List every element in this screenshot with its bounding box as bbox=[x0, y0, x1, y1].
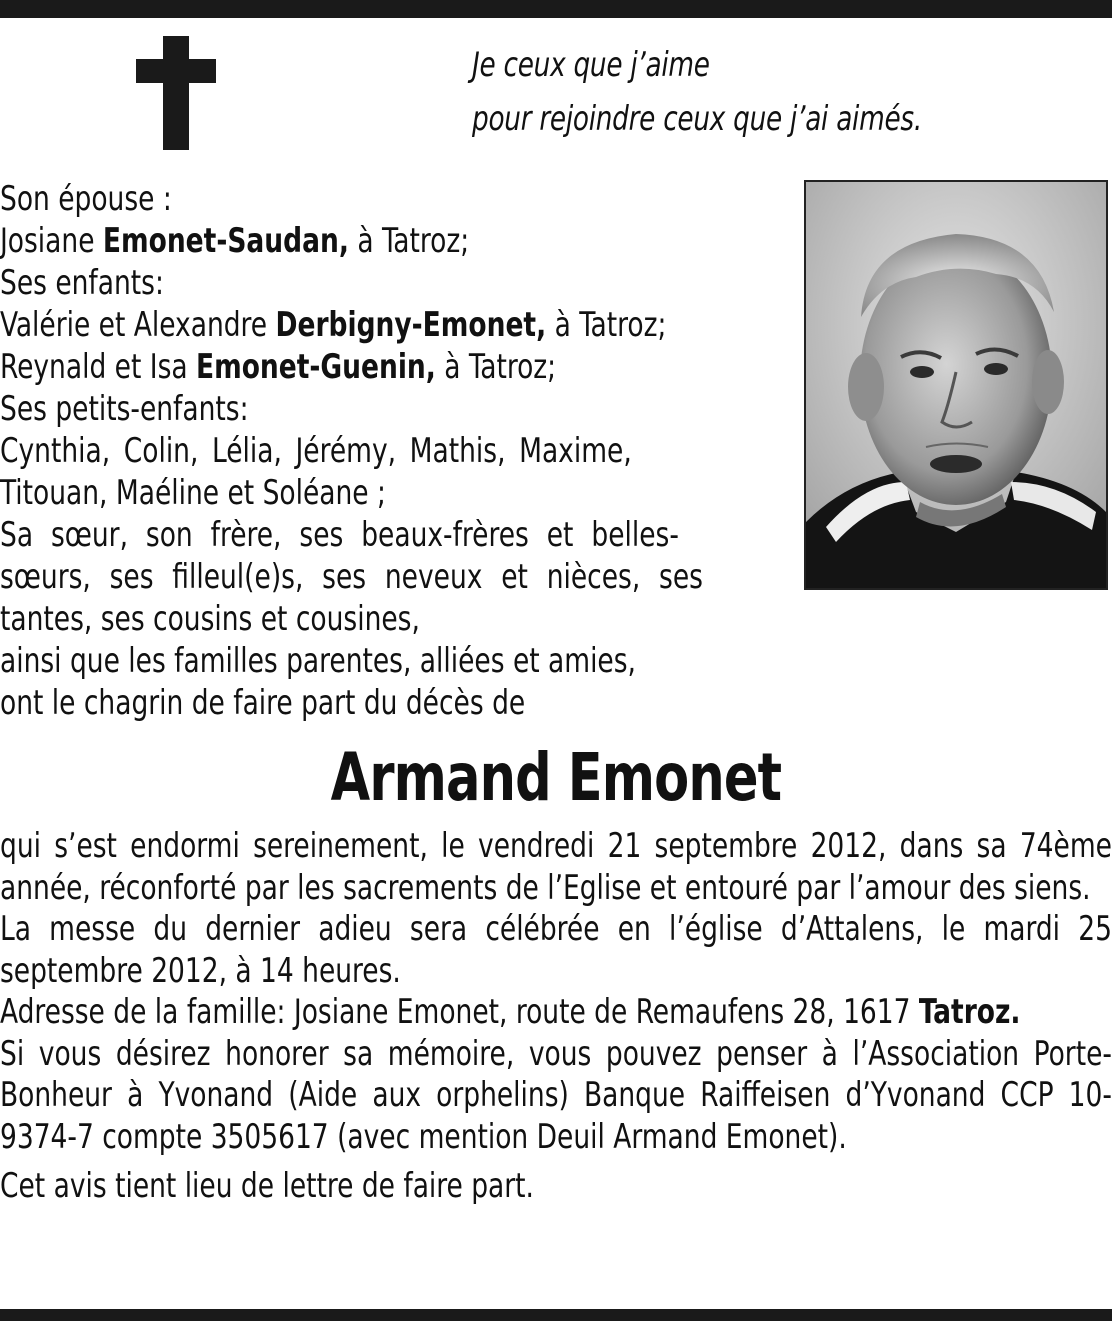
closing-paragraph: Cet avis tient lieu de lettre de faire part. bbox=[0, 1166, 534, 1206]
death-paragraph: qui s’est endormi sereinement, le vendredi 21 septembre 2012, dans sa 74ème année, réconforté par les sacrements de l’Eglise et entouré par l’amour des siens. bbox=[0, 826, 1112, 908]
bottom-rule bbox=[0, 1309, 1112, 1321]
child2-surname: Emonet-Guenin, bbox=[196, 347, 436, 387]
announce-line: ont le chagrin de faire part du décès de bbox=[0, 683, 526, 723]
child1-surname: Derbigny-Emonet, bbox=[275, 305, 547, 345]
spouse-surname: Emonet-Saudan, bbox=[102, 221, 349, 261]
epigraph bbox=[472, 38, 1005, 146]
siblings-line-2: sœurs, ses filleul(e)s, ses neveux et nièces, ses bbox=[0, 557, 703, 597]
children-heading: Ses enfants: bbox=[0, 263, 164, 303]
siblings-line-3: tantes, ses cousins et cousines, bbox=[0, 599, 420, 639]
child-line-2: Reynald et Isa Emonet-Guenin, à Tatroz; bbox=[0, 347, 557, 387]
top-rule bbox=[0, 0, 1112, 18]
donation-paragraph: Si vous désirez honorer sa mémoire, vous pouvez penser à l’Association Porte-Bonheur à Yvonand (Aide aux orphelins) Banque Raiffeisen d’Yvonand CCP 10-9374-7 compte 3505617 (avec mention Deuil Armand Emonet). bbox=[0, 1033, 1112, 1157]
epigraph-line-2: pour rejoindre ceux que j’ai aimés. bbox=[472, 99, 922, 139]
mass-paragraph: La messe du dernier adieu sera célébrée en l’église d’Attalens, le mardi 25 septembre 2012, à 14 heures. bbox=[0, 909, 1112, 991]
siblings-line-1: Sa sœur, son frère, ses beaux-frères et belles- bbox=[0, 515, 679, 555]
grandchildren-line-2: Titouan, Maéline et Soléane ; bbox=[0, 473, 386, 513]
portrait-photo bbox=[804, 180, 1108, 590]
child-line-1: Valérie et Alexandre Derbigny-Emonet, à Tatroz; bbox=[0, 305, 667, 345]
cross-icon bbox=[136, 36, 216, 150]
epigraph-line-1: Je ceux que j’aime bbox=[472, 45, 710, 85]
spouse-heading: Son épouse : bbox=[0, 179, 172, 219]
grandchildren-line-1: Cynthia, Colin, Lélia, Jérémy, Mathis, Maxime, bbox=[0, 431, 632, 471]
address-paragraph: Adresse de la famille: Josiane Emonet, route de Remaufens 28, 1617 Tatroz. bbox=[0, 992, 1021, 1032]
grandchildren-heading: Ses petits-enfants: bbox=[0, 389, 249, 429]
allies-line: ainsi que les familles parentes, alliées et amies, bbox=[0, 641, 636, 681]
family-list bbox=[0, 178, 779, 724]
notice-body bbox=[0, 826, 1112, 1208]
spouse-line: Josiane Emonet-Saudan, à Tatroz; bbox=[0, 221, 470, 261]
address-city: Tatroz. bbox=[918, 992, 1021, 1032]
deceased-name: Armand Emonet bbox=[330, 739, 782, 816]
